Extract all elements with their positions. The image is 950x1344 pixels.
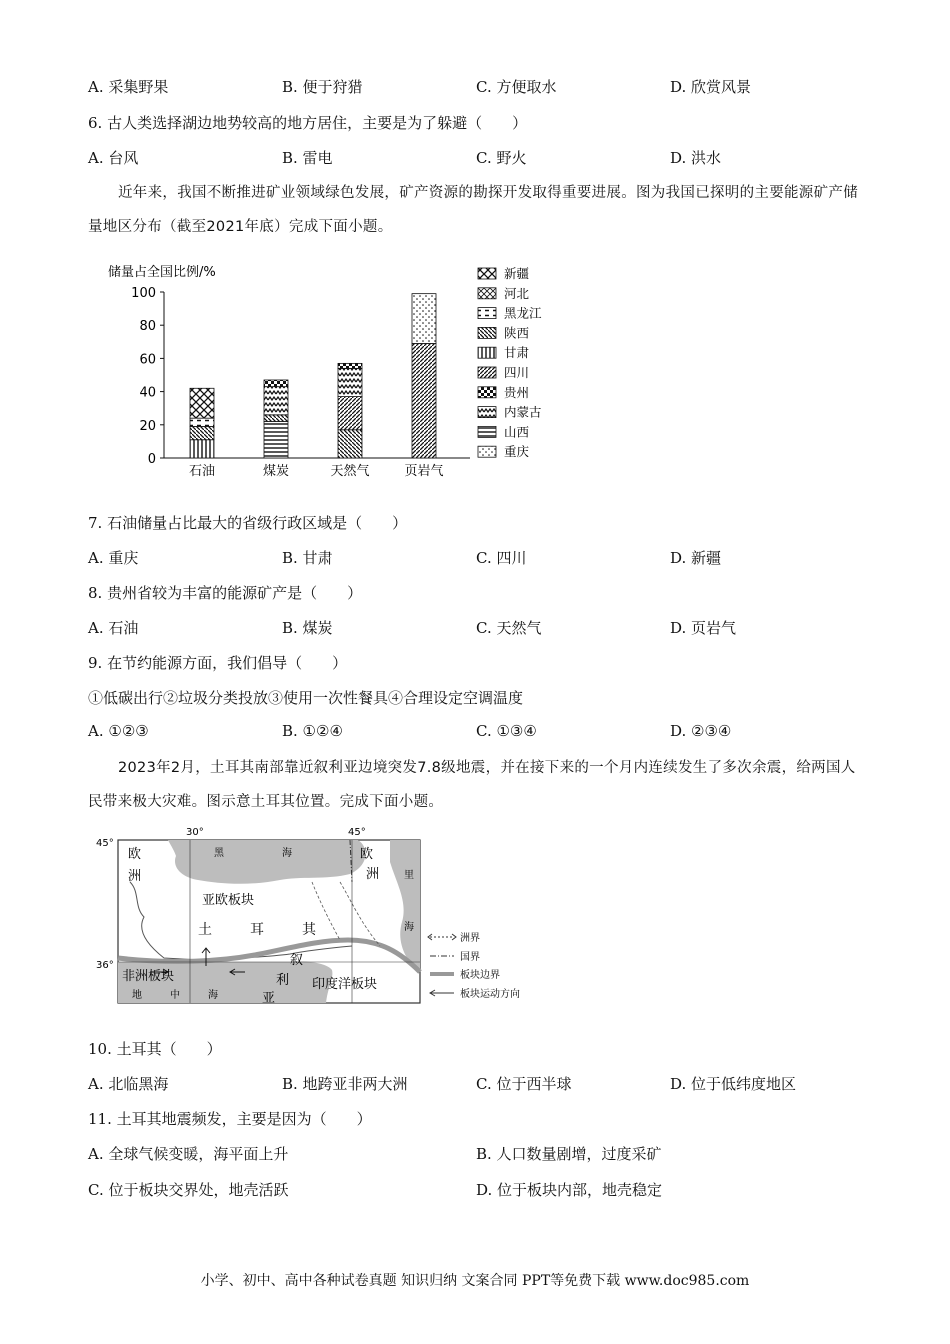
label-black-sea-1: 黑 xyxy=(214,848,224,859)
bar-segment xyxy=(338,397,362,430)
legend-swatch xyxy=(478,446,496,457)
q8-option-c: C. 天然气 xyxy=(476,619,542,637)
turkey-location-map xyxy=(90,822,540,1012)
q6-option-b: B. 雷电 xyxy=(282,149,333,167)
lon-label-30: 30° xyxy=(186,827,204,838)
legend-entry: 黑龙江 xyxy=(504,305,542,321)
legend-swatch xyxy=(478,288,496,299)
q7-stem: 7. 石油储量占比最大的省级行政区域是（ ） xyxy=(88,514,408,532)
legend-entry: 重庆 xyxy=(504,444,530,460)
q5-option-a: A. 采集野果 xyxy=(88,78,169,96)
label-europe-left-2: 洲 xyxy=(128,869,142,884)
q7-option-a: A. 重庆 xyxy=(88,549,139,567)
bar-segment xyxy=(264,421,288,458)
x-tick-label: 页岩气 xyxy=(404,464,444,479)
label-turkey-1: 土 xyxy=(198,922,212,938)
label-black-sea-2: 海 xyxy=(282,848,292,859)
label-europe-right: 欧 xyxy=(360,847,374,862)
legend-entry: 四川 xyxy=(504,365,530,380)
chart-ylabel: 储量占全国比例/% xyxy=(108,265,216,280)
legend-entry: 内蒙古 xyxy=(504,404,542,420)
q10-option-d: D. 位于低纬度地区 xyxy=(670,1075,797,1093)
y-tick-label: 40 xyxy=(139,385,156,401)
q11-option-d: D. 位于板块内部，地壳稳定 xyxy=(476,1181,663,1199)
q11-stem: 11. 土耳其地震频发，主要是因为（ ） xyxy=(88,1110,372,1128)
label-african-plate: 非洲板块 xyxy=(122,969,175,984)
q8-option-d: D. 页岩气 xyxy=(670,619,737,637)
q9-items: ①低碳出行②垃圾分类投放③使用一次性餐具④合理设定空调温度 xyxy=(88,689,524,707)
legend-swatch xyxy=(478,268,496,279)
bar-segment xyxy=(190,418,214,426)
legend-swatch xyxy=(478,387,496,398)
legend-continent-border: 洲界 xyxy=(460,933,480,944)
y-tick-label: 100 xyxy=(131,286,156,301)
label-turkey-2: 耳 xyxy=(250,922,264,938)
legend-country-border: 国界 xyxy=(460,952,480,963)
legend-entry: 贵州 xyxy=(504,384,530,400)
q8-option-a: A. 石油 xyxy=(88,619,139,637)
bar-segment xyxy=(190,388,214,418)
label-caspian-1: 里 xyxy=(404,870,414,881)
q7-option-d: D. 新疆 xyxy=(670,549,722,567)
q9-option-a: A. ①②③ xyxy=(88,722,149,740)
label-med-2: 中 xyxy=(170,990,180,1001)
y-tick-label: 80 xyxy=(139,319,156,335)
q6-option-a: A. 台风 xyxy=(88,149,139,167)
legend-swatch xyxy=(478,327,496,338)
bar-segment xyxy=(264,415,288,422)
q10-option-c: C. 位于西半球 xyxy=(476,1075,572,1093)
label-syria-3: 亚 xyxy=(262,991,276,1006)
legend-entry: 新疆 xyxy=(504,266,530,281)
label-turkey-3: 其 xyxy=(302,922,316,938)
page-footer: 小学、初中、高中各种试卷真题 知识归纳 文案合同 PPT等免费下载 www.doc985.com xyxy=(200,1273,750,1289)
label-caspian-2: 海 xyxy=(404,922,414,933)
energy-reserve-chart xyxy=(100,258,580,488)
bar-segment xyxy=(338,363,362,368)
q6-option-c: C. 野火 xyxy=(476,149,527,167)
x-tick-label: 石油 xyxy=(188,464,216,479)
legend-swatch xyxy=(478,426,496,437)
q8-option-b: B. 煤炭 xyxy=(282,619,333,637)
legend-entry: 陕西 xyxy=(504,325,530,341)
passage-energy: 近年来，我国不断推进矿业领域绿色发展，矿产资源的勘探开发取得重要进展。图为我国已探明的主要能源矿产储量地区分布（截至2021年底）完成下面小题。 xyxy=(88,185,858,235)
label-indian-plate: 印度洋板块 xyxy=(312,977,378,992)
q6-stem: 6. 古人类选择湖边地势较高的地方居住，主要是为了躲避（ ） xyxy=(88,114,528,132)
q11-option-a: A. 全球气候变暖，海平面上升 xyxy=(88,1145,289,1163)
lat-label-45: 45° xyxy=(96,838,114,849)
label-syria-2: 利 xyxy=(276,973,290,988)
y-tick-label: 0 xyxy=(147,452,156,467)
q9-option-d: D. ②③④ xyxy=(670,722,732,740)
label-europe-right-2: 洲 xyxy=(366,867,380,882)
bar-segment xyxy=(264,387,288,415)
bar-segment xyxy=(338,430,362,458)
q7-option-c: C. 四川 xyxy=(476,549,527,567)
bar-segment xyxy=(412,294,436,344)
map-legend xyxy=(428,931,520,1000)
q11-option-b: B. 人口数量剧增，过度采矿 xyxy=(476,1145,662,1163)
q9-option-c: C. ①③④ xyxy=(476,722,537,740)
legend-swatch xyxy=(478,407,496,418)
label-eurasian-plate: 亚欧板块 xyxy=(202,893,255,908)
q9-option-b: B. ①②④ xyxy=(282,722,343,740)
legend-plate-movement: 板块运动方向 xyxy=(460,989,520,1000)
bar-segment xyxy=(190,440,214,458)
passage-earthquake: 2023年2月，土耳其南部靠近叙利亚边境突发7.8级地震，并在接下来的一个月内连续发生了多次余震，给两国人民带来极大灾难。图示意土耳其位置。完成下面小题。 xyxy=(88,760,856,810)
q11-option-c: C. 位于板块交界处，地壳活跃 xyxy=(88,1181,289,1199)
q5-option-d: D. 欣赏风景 xyxy=(670,78,752,96)
q7-option-b: B. 甘肃 xyxy=(282,549,333,567)
q8-stem: 8. 贵州省较为丰富的能源矿产是（ ） xyxy=(88,584,363,602)
legend-swatch xyxy=(478,367,496,378)
lon-label-45: 45° xyxy=(348,827,366,838)
label-med-1: 地 xyxy=(132,990,142,1001)
legend-entry: 山西 xyxy=(504,424,530,440)
lat-label-36: 36° xyxy=(96,960,114,971)
label-med-3: 海 xyxy=(208,990,218,1001)
q10-stem: 10. 土耳其（ ） xyxy=(88,1040,222,1058)
q10-option-a: A. 北临黑海 xyxy=(88,1075,169,1093)
legend-swatch xyxy=(478,308,496,319)
y-tick-label: 60 xyxy=(139,352,156,368)
q5-option-b: B. 便于狩猎 xyxy=(282,78,363,96)
bar-segment xyxy=(338,368,362,396)
legend-swatch xyxy=(478,347,496,358)
x-tick-label: 天然气 xyxy=(330,464,370,479)
label-europe-left: 欧 xyxy=(128,847,142,862)
y-tick-label: 20 xyxy=(139,418,156,434)
bar-segment xyxy=(264,380,288,387)
q5-option-c: C. 方便取水 xyxy=(476,78,557,96)
legend-entry: 甘肃 xyxy=(504,345,530,361)
q10-option-b: B. 地跨亚非两大洲 xyxy=(282,1075,408,1093)
legend-entry: 河北 xyxy=(504,285,530,301)
label-syria-1: 叙 xyxy=(290,953,304,968)
bar-segment xyxy=(190,426,214,439)
bar-segment xyxy=(412,343,436,458)
q6-option-d: D. 洪水 xyxy=(670,149,722,167)
x-tick-label: 煤炭 xyxy=(262,464,290,479)
legend-plate-boundary: 板块边界 xyxy=(460,970,500,981)
q9-stem: 9. 在节约能源方面，我们倡导（ ） xyxy=(88,654,348,672)
